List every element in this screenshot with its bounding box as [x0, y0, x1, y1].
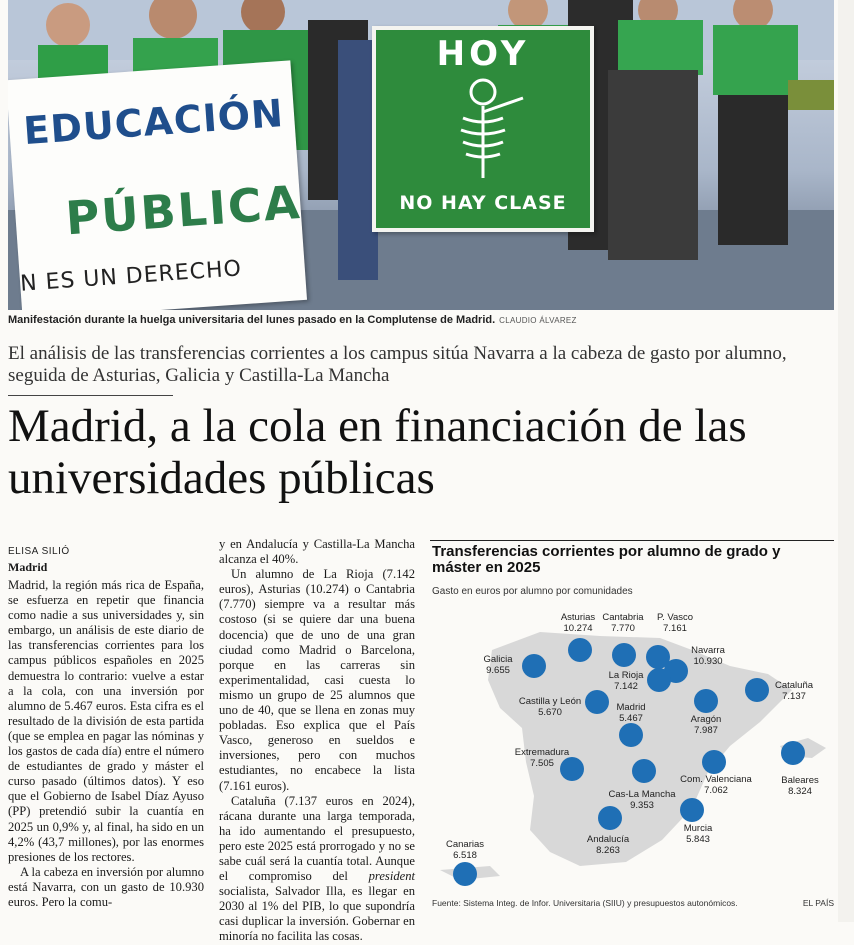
region-marker	[781, 741, 805, 765]
skeleton-icon	[438, 78, 528, 188]
region-marker	[522, 654, 546, 678]
region-value-label: 5.670	[538, 707, 562, 718]
region-name-label: Baleares	[781, 775, 819, 786]
adjacent-page-edge	[838, 0, 854, 922]
region-marker	[612, 643, 636, 667]
region-name-label: Navarra	[691, 645, 725, 656]
byline: ELISA SILIÓ	[8, 546, 70, 557]
region-value-label: 9.655	[486, 665, 510, 676]
hoy-no-hay-clase-sign	[372, 26, 594, 232]
region-name-label: Cataluña	[774, 680, 814, 691]
funding-map-chart	[430, 540, 834, 910]
paragraph: Madrid, la región más rica de España, se esfuerza en repetir que financia como nadie a sus universidades y, sin embargo, un análisis de este diario de las transferencias corrientes para los campus públicos españoles en 2025 demuestra lo contrario: vuelve a estar a la cola, con una inversión por alumno de 5.467 euros. Esta cifra es el resultado de la división de esta partida (que se emplea en pagar las nóminas y los gastos de cada día) entre el número de estudiantes de grado y máster el curso pasado (últimos datos). Y eso que el Gobierno de Isabel Díaz Ayuso (PP) pretendió subir la cuantía en 2025 un 0,9% y, al final, ha sido en un 4,2% (43,7 millones), por las enormes presiones de los rectores.	[8, 578, 204, 864]
region-name-label: Aragón	[690, 714, 722, 725]
region-name-label: Cas-La Mancha	[608, 789, 676, 800]
italic-run: president	[368, 869, 415, 884]
region-value-label: 7.161	[663, 623, 687, 634]
text-run: Cataluña (7.137 euros en 2024), rácana durante una larga temporada, ha ido aumentando el presupuesto, pero este 2025 está prorrogado y no se sabe cuál será la cuantía total. Aunque el compromiso del	[219, 793, 415, 884]
region-name-label: Asturias	[560, 612, 596, 623]
region-value-label: 7.770	[611, 623, 635, 634]
region-value-label: 7.142	[614, 681, 638, 692]
sign-text-line1: EDUCACIÓN	[22, 90, 286, 154]
region-marker	[647, 668, 671, 692]
photo-credit: CLAUDIO ÁLVAREZ	[499, 316, 577, 325]
region-value-label: 7.137	[782, 691, 806, 702]
region-name-label: La Rioja	[608, 670, 644, 681]
article-column-2	[219, 537, 415, 945]
region-name-label: Cantabria	[602, 612, 644, 623]
region-marker	[694, 689, 718, 713]
region-value-label: 10.930	[693, 656, 723, 667]
paragraph: y en Andalucía y Castilla-La Mancha alcanza el 40%.	[219, 537, 415, 567]
region-name-label: Murcia	[683, 823, 713, 834]
region-marker	[560, 757, 584, 781]
region-value-label: 7.987	[694, 725, 718, 736]
sign-text-line2: PÚBLICA	[63, 175, 303, 246]
region-marker	[632, 759, 656, 783]
subheadline: El análisis de las transferencias corrientes a los campus sitúa Navarra a la cabeza de gasto por alumno, seguida de Asturias, Galicia y Castilla-La Mancha	[8, 343, 787, 386]
chart-title: Transferencias corrientes por alumno de grado y máster en 2025	[432, 543, 781, 576]
region-marker	[598, 806, 622, 830]
region-marker	[745, 678, 769, 702]
dateline-place: Madrid	[8, 560, 48, 574]
region-name-label: Com. Valenciana	[680, 774, 752, 785]
educacion-publica-sign	[8, 60, 307, 310]
region-name-label: Galicia	[483, 654, 513, 665]
article-column-1	[8, 578, 204, 910]
region-name-label: Castilla y León	[518, 696, 582, 707]
paragraph: Un alumno de La Rioja (7.142 euros), Asturias (10.274) o Cantabria (7.770) siempre va a resultar más costoso (si se quiere dar una buena docencia) que de uno de una gran ciudad como Madrid o Barcelona, porque en las carreras sin experimentalidad, casi cuesta lo mismo un grupo de 25 alumnos que uno de 40, que se llena en zonas muy pobladas. Eso explica que el País Vasco, generoso en sueldos e inversiones, pero con muchos estudiantes, no encabece la lista (7.161 euros).	[219, 567, 415, 793]
region-name-label: Canarias	[445, 839, 485, 850]
chart-source	[432, 898, 834, 908]
region-name-label: Extremadura	[514, 747, 570, 758]
chart-subtitle: Gasto en euros por alumno por comunidades	[432, 586, 633, 597]
region-name-label: Andalucía	[586, 834, 630, 845]
headline-rule	[8, 395, 173, 396]
region-marker	[680, 798, 704, 822]
caption-text: Manifestación durante la huelga universitaria del lunes pasado en la Complutense de Madrid.	[8, 314, 496, 326]
region-name-label: Madrid	[616, 702, 646, 713]
region-value-label: 7.062	[704, 785, 728, 796]
region-value-label: 8.324	[788, 786, 812, 797]
sign-no-hay-clase-text: NO HAY CLASE	[399, 192, 567, 214]
photo-caption	[8, 314, 834, 326]
region-marker	[702, 750, 726, 774]
region-value-label: 7.505	[530, 758, 554, 769]
region-marker	[568, 638, 592, 662]
sign-text-line3: N ES UN DERECHO	[19, 256, 243, 297]
region-value-label: 9.353	[630, 800, 654, 811]
region-value-label: 6.518	[453, 850, 477, 861]
region-marker	[453, 862, 477, 886]
protest-photo	[8, 0, 834, 310]
source-text: Fuente: Sistema Integ. de Infor. Universitaria (SIIU) y presupuestos autonómicos.	[432, 898, 738, 908]
text-run: socialista, Salvador Illa, es llegar en 2030 al 1% del PIB, lo que supondría casi duplicar la inversión. Gobernar en minoría no facilita las cosas.	[219, 884, 415, 944]
region-marker	[619, 723, 643, 747]
region-value-label: 10.274	[563, 623, 593, 634]
region-name-label: P. Vasco	[656, 612, 694, 623]
source-credit: EL PAÍS	[802, 898, 834, 908]
paragraph: A la cabeza en inversión por alumno está Navarra, con un gasto de 10.930 euros. Pero la comu-	[8, 864, 204, 909]
headline: Madrid, a la cola en financiación de las universidades públicas	[8, 400, 747, 504]
region-value-label: 5.467	[619, 713, 643, 724]
region-marker	[585, 690, 609, 714]
region-value-label: 5.843	[686, 834, 710, 845]
sign-hoy-text: HOY	[436, 34, 530, 74]
region-value-label: 8.263	[596, 845, 620, 856]
spain-map	[430, 540, 834, 910]
